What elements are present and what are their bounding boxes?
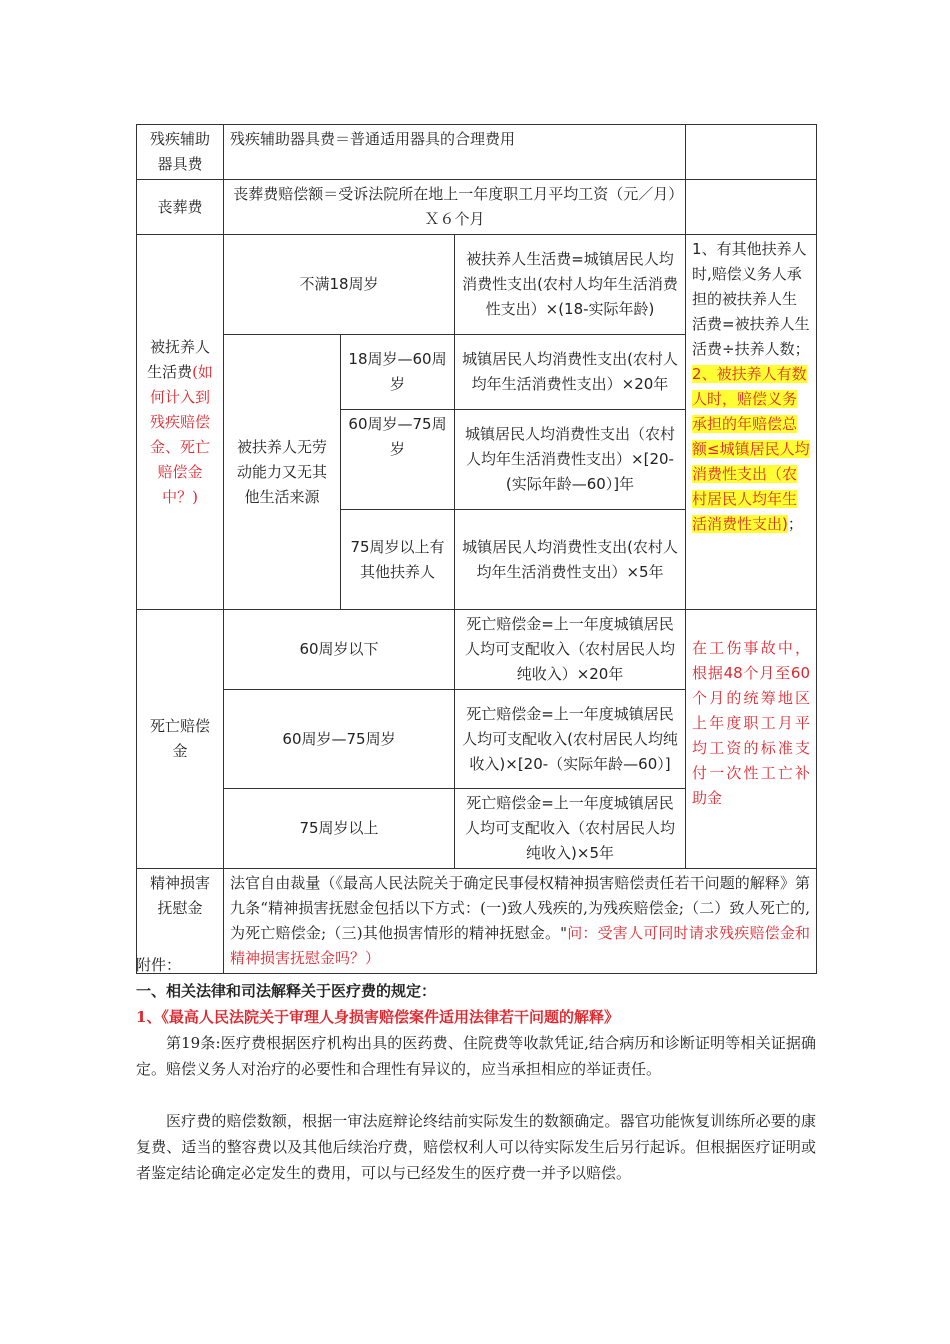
- condition-cell: 60周岁以下: [224, 610, 455, 690]
- note-cell: [686, 125, 817, 180]
- formula-cell: 被扶养人生活费=城镇居民人均消费性支出(农村人均年生活消费性支出）×(18-实际年龄): [455, 235, 686, 335]
- formula-cell: 死亡赔偿金=上一年度城镇居民人均可支配收入（农村居民人均纯收入）×20年: [455, 610, 686, 690]
- note-text: 1、有其他扶养人时,赔偿义务人承担的被扶养人生活费=被扶养人生活费÷扶养人数；: [692, 240, 810, 358]
- note-highlight: 2、被扶养人有数人时，赔偿义务承担的年赔偿总额≤城镇居民人均消费性支出（农村居民人均年生活消费性支出): [692, 365, 810, 533]
- appendix-heading: 一、相关法律和司法解释关于医疗费的规定：: [136, 982, 437, 1000]
- row-label: [137, 235, 224, 610]
- table-row: [137, 125, 817, 180]
- row-label-text: 被抚养人生活费: [147, 337, 210, 381]
- law-title: 1、《最高人民法院关于审理人身损害赔偿案件适用法律若干问题的解释》: [136, 1008, 619, 1026]
- appendix-label: 附件：: [136, 956, 182, 974]
- note-cell: [686, 235, 817, 610]
- table-row: [137, 235, 817, 335]
- formula-cell: 城镇居民人均消费性支出(农村人均年生活消费性支出）×5年: [455, 510, 686, 610]
- row-label: 残疾辅助器具费: [137, 125, 224, 180]
- row-label: 死亡赔偿金: [137, 610, 224, 869]
- formula-cell: 死亡赔偿金=上一年度城镇居民人均可支配收入（农村居民人均纯收入)×5年: [455, 789, 686, 869]
- table-row: [137, 610, 817, 690]
- note-end: ；: [787, 515, 803, 533]
- condition-cell: 75周岁以上: [224, 789, 455, 869]
- paragraph-article-19: 第19条:医疗费根据医疗机构出具的医药费、住院费等收款凭证,结合病历和诊断证明等相关证据确定。赔偿义务人对治疗的必要性和合理性有异议的，应当承担相应的举证责任。: [136, 1034, 816, 1078]
- condition-cell: 75周岁以上有其他扶养人: [341, 510, 455, 610]
- row-label-question: (如何计入到残疾赔偿金、死亡赔偿金中？): [149, 362, 213, 506]
- condition-cell: 60周岁—75周岁: [224, 690, 455, 789]
- formula-cell: 城镇居民人均消费性支出(农村人均年生活消费性支出）×20年: [455, 335, 686, 410]
- formula-cell: 残疾辅助器具费＝普通适用器具的合理费用: [224, 125, 686, 180]
- note-cell: 在工伤事故中，根据48个月至60个月的统筹地区上年度职工月平均工资的标准支付一次性工亡补助金: [686, 610, 817, 869]
- formula-cell: 城镇居民人均消费性支出（农村人均年生活消费性支出）×[20-(实际年龄—60）]年: [455, 410, 686, 510]
- formula-cell: 丧葬费赔偿额＝受诉法院所在地上一年度职工月平均工资（元／月）Ｘ６个月: [224, 180, 686, 235]
- row-label: 精神损害抚慰金: [137, 869, 224, 974]
- table-row: [137, 180, 817, 235]
- compensation-table: [136, 124, 817, 974]
- note-cell: [686, 180, 817, 235]
- condition-cell: 60周岁—75周岁: [341, 410, 455, 510]
- row-label: 丧葬费: [137, 180, 224, 235]
- condition-cell: 18周岁—60周岁: [341, 335, 455, 410]
- paragraph-medical-amount: 医疗费的赔偿数额，根据一审法庭辩论终结前实际发生的数额确定。器官功能恢复训练所必要的康复费、适当的整容费以及其他后续治疗费，赔偿权利人可以待实际发生后另行起诉。但根据医疗证明或者鉴定结论确定必定发生的费用，可以与已经发生的医疗费一并予以赔偿。: [136, 1112, 816, 1182]
- formula-cell: 死亡赔偿金=上一年度城镇居民人均可支配收入(农村居民人均纯收入)×[20-（实际年龄—60）]: [455, 690, 686, 789]
- condition-cell: 不满18周岁: [224, 235, 455, 335]
- group-cell: 被扶养人无劳动能力又无其他生活来源: [224, 335, 341, 610]
- mental-damage-text: 法官自由裁量（《最高人民法院关于确定民事侵权精神损害赔偿责任若干问题的解释》第九条“精神损害抚慰金包括以下方式：(一)致人残疾的,为残疾赔偿金;（二）致人死亡的,为死亡赔偿金;（三)其他损害情形的精神抚慰金。": [230, 874, 811, 942]
- mental-damage-question: 问：受害人可同时请求残疾赔偿金和精神损害抚慰金吗？）: [230, 924, 811, 967]
